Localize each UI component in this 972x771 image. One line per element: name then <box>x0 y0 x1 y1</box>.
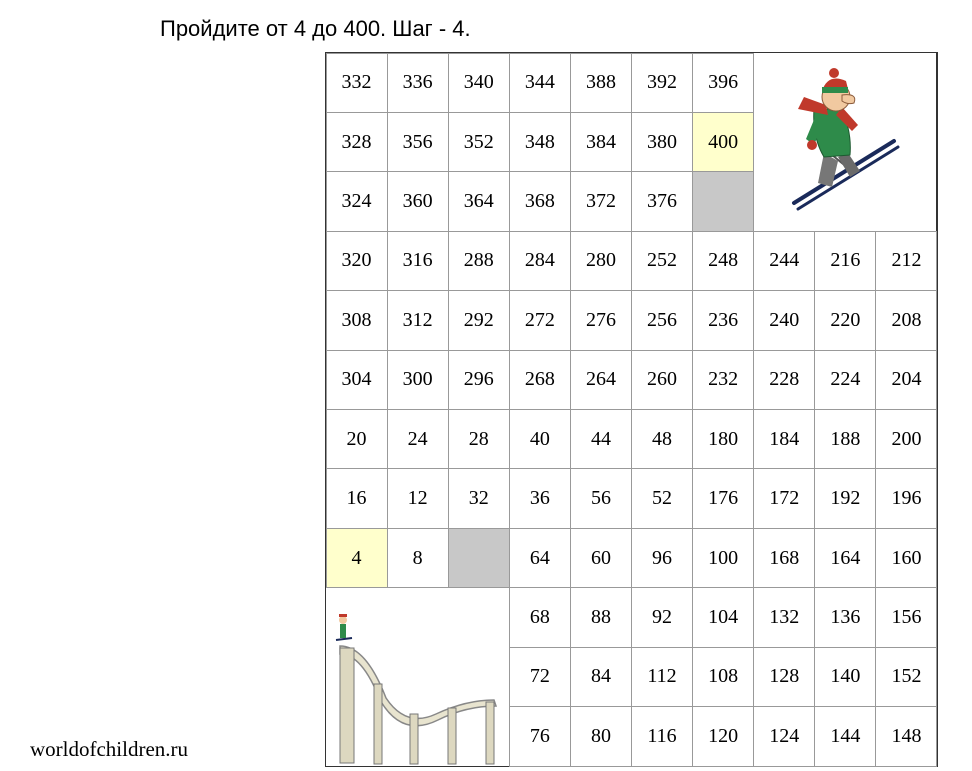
number-cell: 332 <box>326 53 388 113</box>
number-cell: 264 <box>570 350 632 410</box>
number-cell: 204 <box>875 350 937 410</box>
number-cell: 380 <box>631 112 693 172</box>
number-cell: 336 <box>387 53 449 113</box>
number-cell: 344 <box>509 53 571 113</box>
number-cell: 12 <box>387 468 449 528</box>
number-cell: 220 <box>814 290 876 350</box>
number-cell: 248 <box>692 231 754 291</box>
number-cell: 16 <box>326 468 388 528</box>
number-cell: 168 <box>753 528 815 588</box>
number-cell: 120 <box>692 706 754 766</box>
number-cell: 328 <box>326 112 388 172</box>
blocked-cell <box>448 528 510 588</box>
number-cell: 156 <box>875 587 937 647</box>
number-cell: 180 <box>692 409 754 469</box>
number-cell: 372 <box>570 171 632 231</box>
number-cell: 136 <box>814 587 876 647</box>
number-cell: 256 <box>631 290 693 350</box>
number-cell: 128 <box>753 647 815 707</box>
number-cell: 20 <box>326 409 388 469</box>
number-maze-grid <box>325 52 938 767</box>
number-cell: 208 <box>875 290 937 350</box>
number-cell: 80 <box>570 706 632 766</box>
number-cell: 152 <box>875 647 937 707</box>
number-cell: 104 <box>692 587 754 647</box>
number-cell: 392 <box>631 53 693 113</box>
number-cell: 356 <box>387 112 449 172</box>
number-cell: 132 <box>753 587 815 647</box>
number-cell: 4 <box>326 528 388 588</box>
number-cell: 260 <box>631 350 693 410</box>
number-cell: 384 <box>570 112 632 172</box>
number-cell: 84 <box>570 647 632 707</box>
number-cell: 36 <box>509 468 571 528</box>
number-cell: 364 <box>448 171 510 231</box>
number-cell: 216 <box>814 231 876 291</box>
number-cell: 164 <box>814 528 876 588</box>
number-cell: 68 <box>509 587 571 647</box>
number-cell: 244 <box>753 231 815 291</box>
number-cell: 308 <box>326 290 388 350</box>
number-cell: 100 <box>692 528 754 588</box>
number-cell: 280 <box>570 231 632 291</box>
number-cell: 96 <box>631 528 693 588</box>
number-cell: 92 <box>631 587 693 647</box>
number-cell: 224 <box>814 350 876 410</box>
number-cell: 300 <box>387 350 449 410</box>
number-cell: 348 <box>509 112 571 172</box>
number-cell: 396 <box>692 53 754 113</box>
number-cell: 212 <box>875 231 937 291</box>
blocked-cell <box>692 171 754 231</box>
number-cell: 72 <box>509 647 571 707</box>
number-cell: 56 <box>570 468 632 528</box>
number-cell: 140 <box>814 647 876 707</box>
number-cell: 388 <box>570 53 632 113</box>
number-cell: 200 <box>875 409 937 469</box>
number-cell: 376 <box>631 171 693 231</box>
number-cell: 144 <box>814 706 876 766</box>
number-cell: 48 <box>631 409 693 469</box>
number-cell: 88 <box>570 587 632 647</box>
number-cell: 292 <box>448 290 510 350</box>
number-cell: 236 <box>692 290 754 350</box>
number-cell: 24 <box>387 409 449 469</box>
number-cell: 252 <box>631 231 693 291</box>
number-cell: 112 <box>631 647 693 707</box>
number-cell: 184 <box>753 409 815 469</box>
site-credit: worldofchildren.ru <box>30 737 189 761</box>
number-cell: 192 <box>814 468 876 528</box>
number-cell: 188 <box>814 409 876 469</box>
number-cell: 160 <box>875 528 937 588</box>
number-cell: 232 <box>692 350 754 410</box>
number-cell: 172 <box>753 468 815 528</box>
number-cell: 176 <box>692 468 754 528</box>
task-title: Пройдите от 4 до 400. Шаг - 4. <box>160 16 471 41</box>
number-cell: 60 <box>570 528 632 588</box>
number-cell: 44 <box>570 409 632 469</box>
number-cell: 240 <box>753 290 815 350</box>
number-cell: 296 <box>448 350 510 410</box>
number-cell: 288 <box>448 231 510 291</box>
number-cell: 304 <box>326 350 388 410</box>
number-cell: 8 <box>387 528 449 588</box>
number-cell: 108 <box>692 647 754 707</box>
skier-illustration <box>754 53 937 231</box>
number-cell: 116 <box>631 706 693 766</box>
ski-jump-illustration <box>326 588 509 766</box>
number-cell: 360 <box>387 171 449 231</box>
number-cell: 352 <box>448 112 510 172</box>
number-cell: 272 <box>509 290 571 350</box>
number-cell: 324 <box>326 171 388 231</box>
number-cell: 368 <box>509 171 571 231</box>
number-cell: 340 <box>448 53 510 113</box>
number-cell: 320 <box>326 231 388 291</box>
number-cell: 316 <box>387 231 449 291</box>
number-cell: 124 <box>753 706 815 766</box>
number-cell: 284 <box>509 231 571 291</box>
number-cell: 268 <box>509 350 571 410</box>
number-cell: 52 <box>631 468 693 528</box>
number-cell: 64 <box>509 528 571 588</box>
number-cell: 228 <box>753 350 815 410</box>
number-cell: 32 <box>448 468 510 528</box>
number-cell: 76 <box>509 706 571 766</box>
number-cell: 28 <box>448 409 510 469</box>
number-cell: 400 <box>692 112 754 172</box>
number-cell: 312 <box>387 290 449 350</box>
number-cell: 196 <box>875 468 937 528</box>
number-cell: 276 <box>570 290 632 350</box>
number-cell: 40 <box>509 409 571 469</box>
number-cell: 148 <box>875 706 937 766</box>
